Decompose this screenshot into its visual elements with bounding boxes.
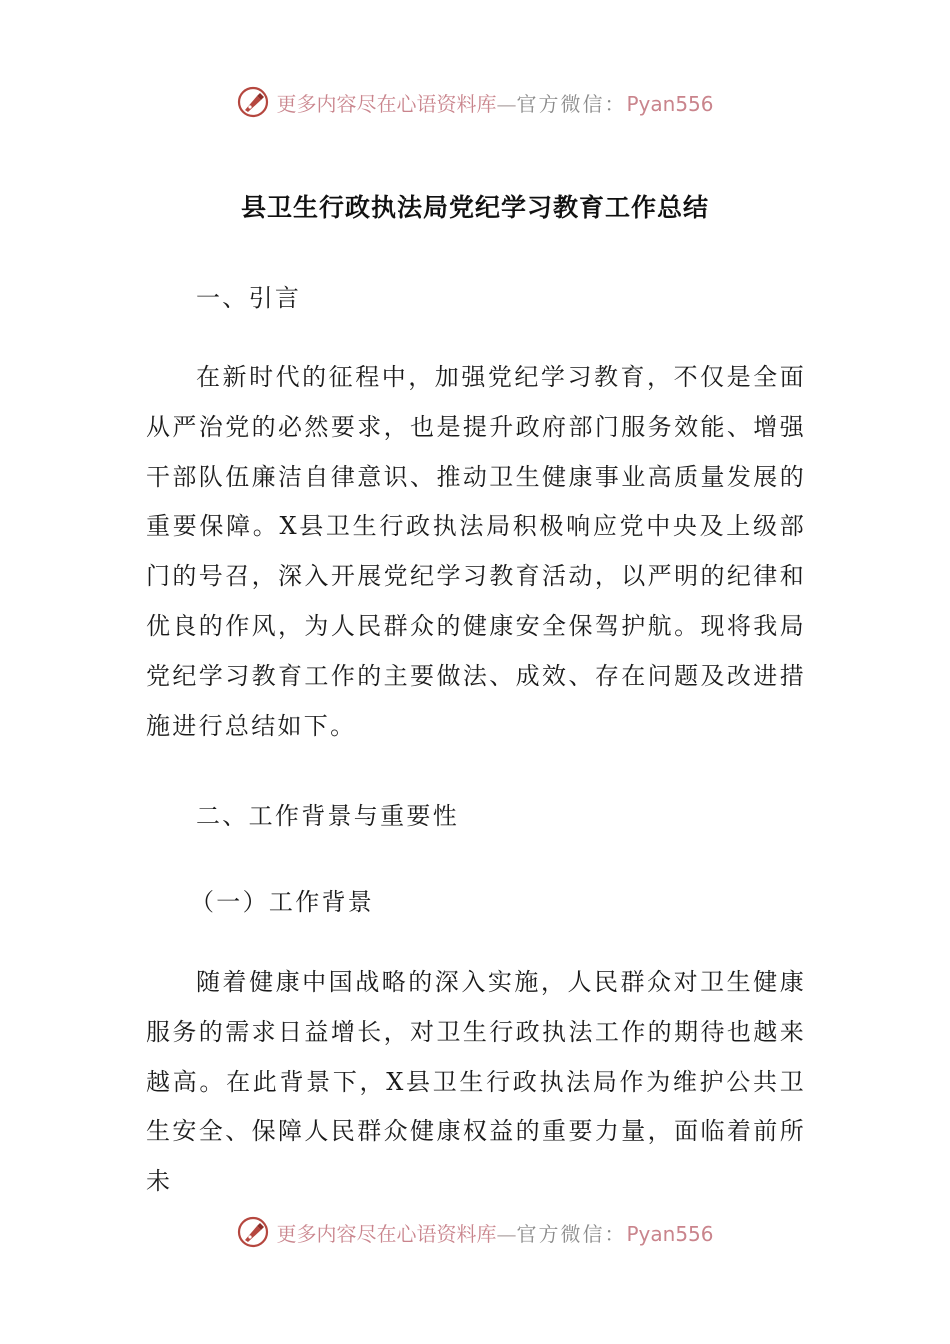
header-watermark	[0, 82, 950, 122]
pen-nib-logo-icon	[236, 85, 270, 119]
introduction-body	[146, 353, 806, 751]
document-title: 县卫生行政执法局党纪学习教育工作总结	[240, 193, 709, 222]
subsection-heading-work-background: （一）工作背景	[190, 888, 375, 916]
footer-watermark	[0, 1212, 950, 1252]
introduction-paragraph: 在新时代的征程中，加强党纪学习教育，不仅是全面从严治党的必然要求，也是提升政府部门服务效能、增强干部队伍廉洁自律意识、推动卫生健康事业高质量发展的重要保障。X县卫生行政执法局积极响应党中央及上级部门的号召，深入开展党纪学习教育活动，以严明的纪律和优良的作风，为人民群众的健康安全保驾护航。现将我局党纪学习教育工作的主要做法、成效、存在问题及改进措施进行总结如下。	[146, 363, 806, 740]
section-heading-background: 二、工作背景与重要性	[196, 802, 459, 830]
watermark-text: 更多内容尽在心语资料库—官方微信：Pyan556	[276, 91, 714, 116]
work-background-body	[146, 958, 806, 1207]
section-heading-introduction: 一、引言	[196, 284, 302, 312]
pen-nib-logo-icon	[236, 1215, 270, 1249]
work-background-paragraph: 随着健康中国战略的深入实施，人民群众对卫生健康服务的需求日益增长，对卫生行政执法工作的期待也越来越高。在此背景下，X县卫生行政执法局作为维护公共卫生安全、保障人民群众健康权益的重要力量，面临着前所未	[146, 968, 806, 1196]
watermark-text: 更多内容尽在心语资料库—官方微信：Pyan556	[276, 1221, 714, 1246]
